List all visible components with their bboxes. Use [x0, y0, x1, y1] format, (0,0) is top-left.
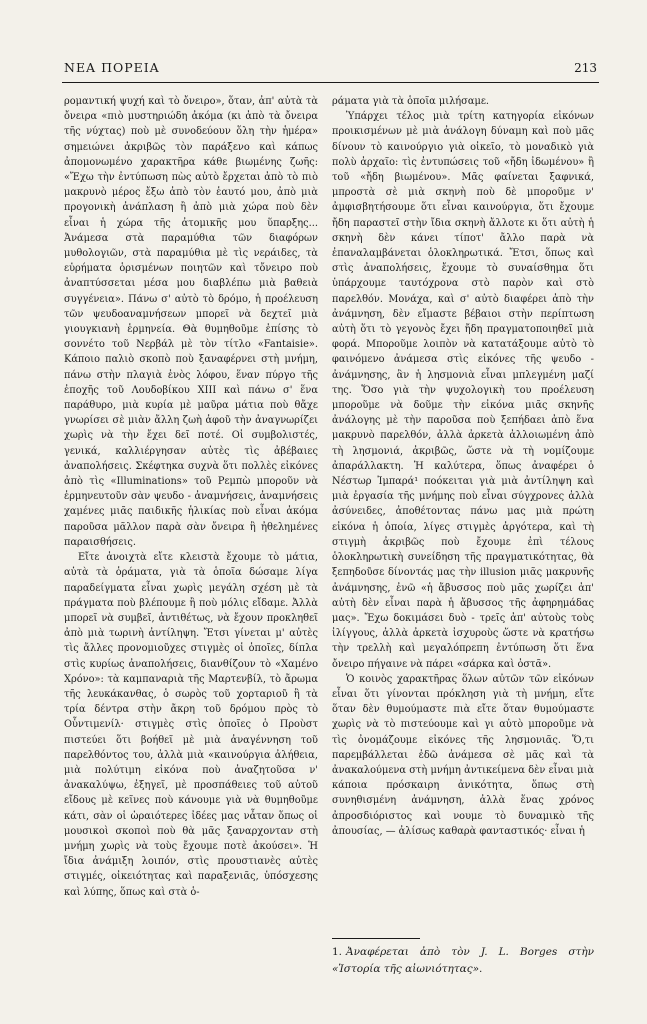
footnote-number: 1. [332, 946, 343, 958]
running-header [64, 60, 597, 75]
page-number: 213 [574, 61, 597, 75]
paragraph: Ὑπάρχει τέλος μιὰ τρίτη κατηγορία εἰκόνων προικισμένων μὲ μιὰ ἀνάλογη δύναμη καὶ ποὺ μᾶς δίνουν τὸ καινούργιο γιὰ οἰκεῖο, τὸ μοναδικὸ γιὰ πολὺ ἀρχαῖο: τὶς ἐντυπώσεις τοῦ «ἤδη ἰδωμένου» ἢ τοῦ «ἤδη βιωμένου». Μᾶς φαίνεται ξαφνικά, μπροστὰ σὲ μιὰ σκηνὴ ποὺ δὲ μποροῦμε ν' ἀμφισβητήσουμε ὅτι εἶναι καινούργια, ὅτι ἔχουμε ἤδη παραστεῖ στὴν ἴδια σκηνὴ ἄλλοτε κι ὅτι αὐτὴ ἡ σκηνὴ δὲν κάνει τίποτ' ἄλλο παρὰ νὰ ἐπαναλαμβάνεται ὁλοκληρωτικά. Ἔτσι, ὅπως καὶ στὶς ἀναπολήσεις, ἔχουμε τὸ συναίσθημα ὅτι ὑπάρχουμε ταυτόχρονα στὸ παρὸν καὶ στὸ παρελθόν. Μονάχα, καὶ σ' αὐτὸ διαφέρει ἀπὸ τὴν ἀνάμνηση, δὲν εἴμαστε βέβαιοι στὴν περίπτωση αὐτὴ ὅτι τὸ γεγονὸς ἔχει ἤδη πραγματοποιηθεῖ μιὰ φορά. Μποροῦμε λοιπὸν νὰ κατατάξουμε αὐτὸ τὸ φαινόμενο ἀνάμεσα στὶς εἰκόνες τῆς ψευδο - ἀνάμνησης, ἂν ἡ λησμονιὰ εἶναι μπλεγμένη μαζί της. Ὅσο γιὰ τὴν ψυχολογικὴ του προέλευση μποροῦμε νὰ δοῦμε τὴν εἰκόνα μιᾶς σκηνῆς ἀνάλογης μὲ τὴν παροῦσα ποὺ ξεπήδαει ἀπὸ ἕνα μακρυνὸ παρελθόν, ἀλλὰ ἀρκετὰ ἀλλοιωμένη ἀπὸ τὴ λησμονιά, ἀκριβῶς, ὥστε νὰ τὴ νομίζουμε ἀπαράλλακτη. Ἡ καλύτερα, ὅπως ἀναφέρει ὁ Νέστωρ Ἰμπαρά¹ ποόκειται γιὰ μιὰ ἀντίληψη καὶ μιὰ ἐργασία τῆς μνήμης ποὺ εἶναι σύγχρονες ἀλλὰ ἀσύνειδες, ἀποθέτοντας πάνω μας μιὰ πρώτη εἰκόνα ἡ ὁποία, λίγες στιγμὲς ἀργότερα, καὶ τὴ στιγμὴ ἀκριβῶς ποὺ ἔχουμε ἐπὶ τέλους ὁλοκληρωτικὴ συνείδηση τῆς πραγματικότητας, θὰ ξεπηδοῦσε δίνοντάς μας τὴν illusion μιᾶς μακρυνῆς ἀνάμνησης, ἐνῶ «ἡ ἄβυσσος ποὺ μᾶς χωρίζει ἀπ' αὐτὴ δὲν εἶναι παρὰ ἡ ἄβυσσος τῆς ἀφηρημάδας μας». Ἔχω δοκιμάσει δυὸ - τρεῖς ἀπ' αὐτοὺς τοὺς ἰλίγγους, ἀλλὰ ἀρκετὰ ἰσχυροὺς ὥστε νὰ κρατήσω τὴν τρελλὴ καὶ μεγαλόπρεπη ἐντύπωση ὅτι ἕνα ὄνειρο πήγαινε νὰ πάρει «σάρκα καὶ ὀστᾶ». [332, 111, 594, 670]
paragraph: Εἴτε ἀνοιχτὰ εἴτε κλειστὰ ἔχουμε τὸ μάτια, αὐτὰ τὰ ὁράματα, γιὰ τὰ ὁποῖα δώσαμε λίγα παραδείγματα εἶναι χωρὶς μεγάλη σχέση μὲ τὰ πράγματα ποὺ βλέπουμε ἢ ποὺ μόλις εἴδαμε. Ἀλλὰ μπορεῖ νὰ συμβεῖ, ἀντιθέτως, νὰ ἔχουν προκληθεῖ ἀπὸ μιὰ τωρινὴ ἀντίληψη. Ἔτσι γίνεται μ' αὐτὲς τὶς ἄλλες προνομιοῦχες στιγμὲς οἱ ὁποῖες, δίπλα στὶς κυρίως ἀναπολήσεις, διανθίζουν τὸ «Χαμένο Χρόνο»: τὰ καμπαναριὰ τῆς Μαρτενβίλ, τὸ ἄρωμα τῆς λευκάκανθας, ὁ σωρὸς τοῦ χορταριοῦ ἢ τὰ τρία δέντρα στὴν ἄκρη τοῦ δρόμου πρὸς τὸ Οὗντιμενίλ· στιγμὲς στὶς ὁποῖες ὁ Προὺστ πιστεύει ὅτι βοήθεῖ μὲ μιὰ ἀναγέννηση τοῦ παρελθόντος του, ἀλλὰ μιὰ «καινούργια ἀλήθεια, μιὰ πολύτιμη εἰκόνα ποὺ ἀναζητοῦσα ν' ἀνακαλύψω, ἐξηγεῖ, μὲ προσπάθειες τοῦ αὐτοῦ εἴδους μὲ κεῖνες ποὺ κάνουμε γιὰ νὰ θυμηθοῦμε κάτι, σὰν οἱ ὡραιότερες ἰδέες μας νἆταν ὅπως οἱ μουσικοὶ σκοποὶ ποὺ θὰ μᾶς ξαναρχονταν στὴ μνήμη χωρὶς νὰ τοὺς ἔχουμε ποτὲ ἀκούσει». Ἡ ἴδια ἀνάμιξη λοιπόν, στὶς προυστιανὲς αὐτὲς στιγμές, οἰκειότητας καὶ παραξενιᾶς, ὑπόσχεσης καὶ λύπης, ὅπως καὶ στὰ ὁ- [64, 552, 318, 898]
paragraph: ράματα γιὰ τὰ ὁποῖα μιλήσαμε. [332, 96, 490, 107]
footnote-text: Ἀναφέρεται ἀπὸ τὸν J. L. Borges στὴν «Ἱστορία τῆς αἰωνιότητας». [332, 946, 594, 975]
right-column [332, 94, 594, 839]
footnote [332, 944, 594, 978]
header-rule [62, 82, 599, 83]
paragraph: Ὁ κοινὸς χαρακτῆρας ὅλων αὐτῶν τῶν εἰκόνων εἶναι ὅτι γίνονται πρόκληση γιὰ τὴ μνήμη, εἴτε ὅταν δὲν θυμούμαστε πιὰ εἴτε ὅταν θυμούμαστε χωρὶς νὰ τὸ πιστεύουμε καὶ γι αὐτὸ μποροῦμε νὰ τὶς ὀνομάζουμε εἰκόνες τῆς λησμονιᾶς. Ὅ,τι παρεμβάλλεται ἐδῶ ἀνάμεσα σὲ μᾶς καὶ τὰ ἀνακαλούμενα στὴ μνήμη ἀντικείμενα δὲν εἶναι μιὰ κάποια πρόσκαιρη ἀνικότητα, ὅπως στὴ συνηθισμένη ἀνάμνηση, ἀλλὰ ἕνας χρόνος ἀπροσδιόριστος καὶ νουμε τὸ δυναμικὸ τῆς ἀπουσίας, — ἀλίσως καθαρὰ φανταστικός· εἶναι ἡ [332, 673, 594, 837]
paragraph: ρομαντική ψυχή καὶ τὸ ὄνειρο», ὅταν, ἀπ' αὐτὰ τὰ ὄνειρα «πιὸ μυστηριώδη ἀκόμα (κι ἀπὸ τὰ ὄνειρα τῆς νύχτας) ποὺ μὲ συνοδεύουν ὅλη τὴν ἡμέρα» σημειώνει ἀκριβῶς τὸν παράξενο καὶ κάπως ἀπομονωμένο χαρακτῆρα κάθε βιωμένης ζωῆς: «Ἔχω τὴν ἐντύπωση πὼς αὐτὸ ἔρχεται ἀπὸ τὸ πιὸ μακρυνὸ μέρος ἔξω ἀπὸ τὸν ἑαυτό μου, ἀπὸ μιὰ προγονικὴ ἀνάπλαση ἢ ἀπὸ μιὰ χώρα ποὺ δὲν εἶναι ἡ χώρα τῆς ἀτομικῆς μου ὕπαρξης... Ἀνάμεσα στὰ παραμύθια τῶν διαφόρων μυθολογιῶν, στὰ παραμύθια μὲ τὶς νεράιδες, τὰ εὑρήματα ὁρισμένων ποιητῶν καὶ τὄνειρο ποὺ ἀναπτύσσεται μέσα μου διαβλέπω μιὰ βαθειὰ συγγένεια». Πάνω σ' αὐτὸ τὸ δρόμο, ἡ προέλευση τῶν ψευδοαναμνήσεων μπορεῖ νὰ δεχτεῖ μιὰ γιουγκιανὴ ἑρμηνεία. Θὰ θυμηθοῦμε ἐπίσης τὸ σοννέτο τοῦ Νερβάλ μὲ τὸν τίτλο «Fantaisie». Κάποιο παλιὸ σκοπὸ ποὺ ξαναφέρνει στὴ μνήμη, πάνω στὴν πλαγιὰ ἑνὸς λόφου, ἕναν πύργο τῆς ἐποχῆς τοῦ Λουδοβίκου XIII καὶ πάνω σ' ἕνα παράθυρο, μιὰ κυρία μὲ μαῦρα μάτια ποὺ θἄχε γνωρίσει σὲ μιὰν ἄλλη ζωὴ ἀφοῦ τὴν ἀναγνωρίζει χωρὶς νὰ τὴν ἔχει δεῖ ποτέ. Οἱ συμβολιστές, γενικά, καλλιέργησαν αὐτὲς τὶς ἀβέβαιες ἀναπολήσεις. Σκέφτηκα συχνὰ ὅτι πολλὲς εἰκόνες ἀπὸ τὶς «Illuminations» τοῦ Ρεμπὼ μποροῦν νὰ ἑρμηνευτοῦν σὰν ψευδο - ἀναμνήσεις, ἀναμνήσεις χαμένες μιᾶς παιδικῆς ἡλικίας ποὺ εἶναι ἀκόμα παροῦσα μᾶλλον παρὰ σὰν ὄνειρα ἢ ἠθελημένες παραισθήσεις. [64, 96, 318, 548]
footnote-rule [332, 938, 420, 939]
journal-title: ΝΕΑ ΠΟΡΕΙΑ [64, 60, 160, 75]
left-column [64, 94, 318, 900]
